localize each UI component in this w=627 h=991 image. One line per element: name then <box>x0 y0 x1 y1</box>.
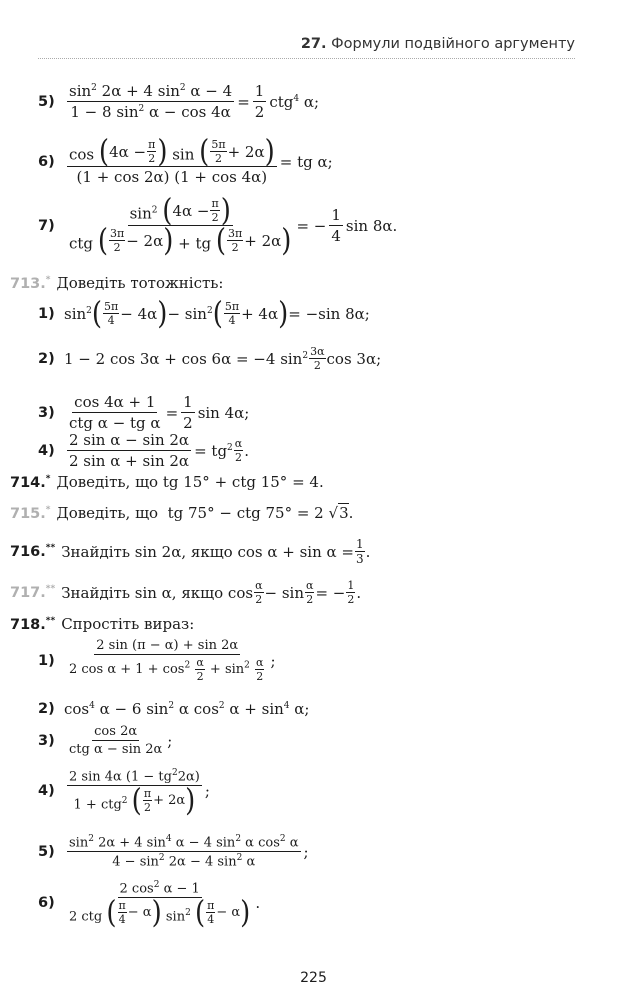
problem-text: Знайдіть sin α, якщо <box>61 583 224 602</box>
problem-number: 713.* <box>10 274 51 292</box>
p718-item-3: 3) cos 2α ctg α − sin 2α ; <box>38 724 173 757</box>
problem-717: 717.** Знайдіть sin α, якщо cos α 2 − sin $\frac{\alpha}{2}$ = − $\frac{1}{2}$ . <box>10 579 362 606</box>
p718-item-6: 6) 2 $\cos^2 \alpha - 1$ 2 ctg ( π 4 − α ) $\sin^2$ ( π 4 − α ) . <box>38 880 260 926</box>
problem-713-heading <box>10 274 224 292</box>
p713-item-3: 3) cos 4α + 1 ctg α − tg α = $\frac{1}{2}$ sin 4α; <box>38 393 250 432</box>
p713-item-1: 1) $\sin^2$ ( 5π 4 − 4α ) − $\sin^2$ ( 5π 4 + 4α ) = −sin 8α; <box>38 300 370 327</box>
p713-item-4: 4) $\frac{\text{2 sin α − sin 2α}}{\text{2 sin α + sin 2α}}$ = $tg^2$ α 2 . <box>38 431 249 470</box>
section-number: 27. <box>300 36 327 52</box>
p718-item-2: 2) $\cos^4 \alpha - 6$ $\sin^2 \alpha$ $\cos^2 \alpha + \sin^4 \alpha$; <box>38 700 310 718</box>
problem-title: Доведіть тотожність: <box>56 274 224 292</box>
problem-text: Доведіть, що tg 15° + ctg 15° = 4. <box>56 473 324 491</box>
problem-text: Знайдіть sin 2α, якщо <box>61 542 233 561</box>
problem-text: Доведіть, що <box>56 504 159 522</box>
problem-number: 714.* <box>10 473 51 491</box>
p712-item-5: 5) $\frac{\sin^2 2\alpha + 4 \sin^2 \alpha - 4}{1 - 8 \sin^2 \alpha - \cos 4\alpha}$ = $\frac{1}{2}$ ctg$^4$ α; <box>38 82 320 121</box>
problem-number: 718.** <box>10 615 56 633</box>
p712-item-6: 6) cos ( 4α − π 2 ) sin ( 5π 2 + 2α ) (1 + cos 2α) (1 + cos 4α) = tg α; <box>38 138 333 186</box>
p713-item-2: 2) 1 − 2 cos 3α + cos 6α = −4 $\sin^2$ 3α 2 cos 3α; <box>38 345 382 372</box>
page-number: 225 <box>300 970 327 986</box>
problem-number: 715.* <box>10 504 51 522</box>
problem-number: 717.** <box>10 584 56 601</box>
p718-item-1: 1) 2 sin (π − α) + sin 2α 2 $\cos \alpha + 1 + \cos^2$ $\frac{\alpha}{2}$ + $\sin^2$ $\frac{\alpha}{2}$ ; <box>38 638 276 683</box>
running-header <box>301 36 575 52</box>
problem-number: 716.** <box>10 543 56 560</box>
p718-item-4: 4) 2 sin 4α $(1 - tg^22\alpha)$ 1 + ctg$^2$ ( π 2 + 2α ) ; <box>38 768 210 814</box>
problem-714 <box>10 473 324 491</box>
p712-item-7: 7) $\sin^2$ ( 4α − π 2 ) ctg ( 3π 2 − 2α ) + tg ( 3π 2 + 2α ) = − $\frac{1}{4}$ sin 8α. <box>38 197 397 254</box>
section-title: Формули подвійного аргументу <box>331 36 575 52</box>
p718-item-5: 5) $\sin^2 2\alpha + 4$ $\sin^4 \alpha - 4$ $\sin^2 \alpha$ $\cos^2 \alpha$ $4 - \sin^2 2\alpha - 4$ $\sin^2 \alpha$ ; <box>38 834 309 870</box>
problem-716: 716.** Знайдіть sin 2α, якщо cos α + sin α = $\frac{1}{3}$ . <box>10 537 371 566</box>
problem-title: Спростіть вираз: <box>61 615 195 633</box>
header-divider <box>38 58 575 59</box>
problem-715: 715.* Доведіть, що tg 75° − ctg 75° = 2 √3. <box>10 504 354 522</box>
problem-718-heading <box>10 615 194 633</box>
